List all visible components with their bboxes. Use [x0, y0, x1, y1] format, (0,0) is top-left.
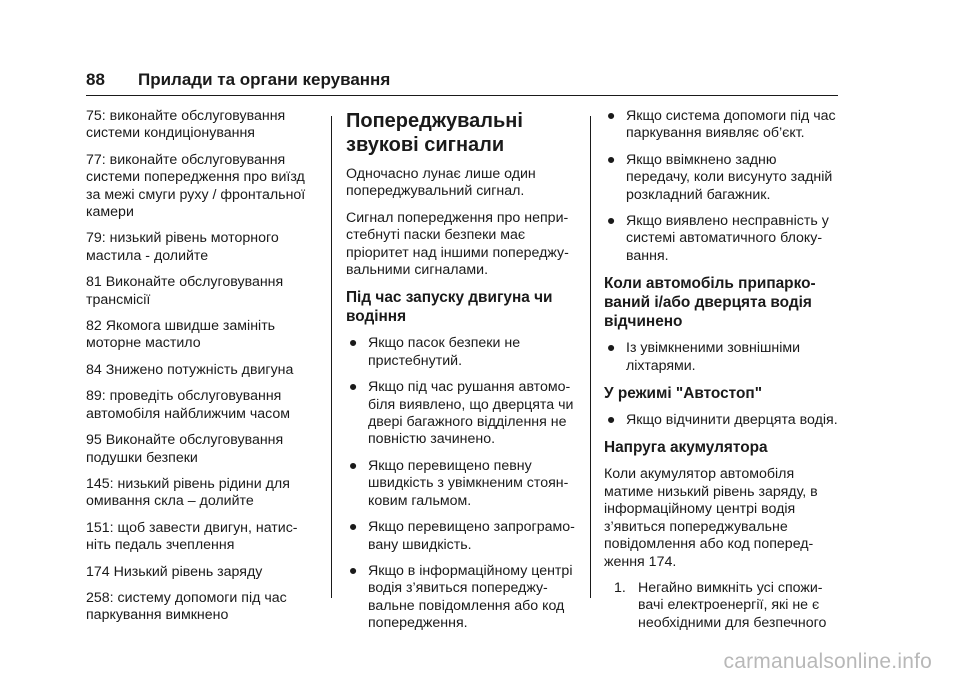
intro-paragraph: Сигнал попередження про непри- стебнуті паски безпеки має пріоритет над іншими попереджу- вальними сигналами. — [346, 209, 569, 279]
page-number: 88 — [86, 70, 105, 89]
column-divider — [331, 116, 332, 598]
subsection-heading: У режимі "Автостоп" — [604, 385, 763, 403]
column-middle — [346, 108, 586, 642]
step-text: Негайно вимкніть усі спожи- вачі електроенергії, які не є необхідними для безпечного — [638, 579, 827, 631]
message-entry: 95 Виконайте обслуговування подушки безпеки — [86, 432, 284, 466]
subsection-heading: Коли автомобіль припарко- ваний і/або дверцята водія відчинено — [604, 275, 816, 331]
page-header — [86, 66, 838, 94]
message-entry: 89: проведіть обслуговування автомобіля найближчим часом — [86, 388, 291, 422]
list-item — [346, 563, 586, 633]
bullet-icon: ● — [606, 108, 616, 124]
list-item-text: Якщо ввімкнено задню передачу, коли висунуто задній розкладний багажник. — [626, 151, 833, 203]
section-heading: Попереджувальні звукові сигнали — [346, 110, 523, 156]
message-entry: 258: систему допомоги під час паркування вимкнено — [86, 589, 287, 624]
watermark: carmanualsonline.info — [723, 650, 932, 673]
list-item — [604, 213, 840, 265]
bullet-icon: ● — [348, 379, 358, 396]
list-item — [604, 340, 840, 375]
list-item — [604, 152, 840, 204]
list-item-text: Якщо перевищено запрограмо- вану швидкість. — [368, 519, 575, 553]
message-entry: 84 Знижено потужність двигуна — [86, 361, 294, 378]
bullet-list — [604, 108, 840, 265]
bullet-icon: ● — [606, 213, 616, 230]
message-entry: 145: низький рівень рідини для омивання скла – долийте — [86, 475, 290, 510]
subsection-heading: Напруга акумулятора — [604, 439, 768, 457]
battery-paragraph: Коли акумулятор автомобіля матиме низький рівень заряду, в інформаційному центрі водія з’явиться попереджувальне повідомлення або код поперед- ження 174. — [604, 466, 818, 570]
list-item — [346, 519, 586, 554]
numbered-item — [604, 580, 840, 632]
header-rule — [86, 95, 838, 96]
bullet-icon: ● — [606, 412, 616, 429]
message-entry: 82 Якомога швидше замініть моторне мастило — [86, 318, 276, 352]
list-item — [346, 458, 586, 510]
list-item-text: Якщо виявлено несправність у системі автоматичного блоку- вання. — [626, 213, 829, 264]
bullet-icon: ● — [606, 340, 616, 357]
list-item — [604, 108, 840, 143]
list-item — [604, 412, 840, 429]
bullet-icon: ● — [348, 519, 358, 536]
bullet-list — [604, 412, 840, 429]
message-entry: 151: щоб завести двигун, натис- ніть педаль зчеплення — [86, 519, 298, 554]
message-entry: 81 Виконайте обслуговування трансмісії — [86, 274, 284, 308]
bullet-icon: ● — [606, 151, 616, 168]
message-entry: 75: виконайте обслуговування системи кондиціонування — [86, 108, 286, 142]
list-item-text: Якщо під час рушання автомо- біля виявлено, що дверцята чи двері багажного відділення не повністю зачинено. — [368, 379, 574, 448]
list-item-text: Із увімкненими зовнішніми ліхтарями. — [626, 340, 801, 374]
list-item-text: Якщо в інформаційному центрі водія з’явиться попереджу- вальне повідомлення або код попередження. — [368, 562, 573, 632]
list-item-text: Якщо перевищено певну швидкість з увімкненим стоян- ковим гальмом. — [368, 457, 569, 509]
column-divider — [590, 116, 591, 598]
bullet-icon: ● — [348, 335, 358, 352]
list-item-text: Якщо відчинити дверцята водія. — [626, 412, 838, 429]
column-right — [604, 108, 840, 641]
message-entry: 79: низький рівень моторного мастила - долийте — [86, 230, 279, 264]
list-item — [346, 335, 586, 370]
list-item-text: Якщо система допомоги під час паркування виявляє об’єкт. — [626, 108, 836, 142]
intro-paragraph: Одночасно лунає лише один попереджувальний сигнал. — [346, 166, 536, 200]
message-entry: 77: виконайте обслуговування системи попередження про виїзд за межі смуги руху / фронтальної камери — [86, 151, 306, 221]
list-item-text: Якщо пасок безпеки не пристебнутий. — [368, 335, 521, 369]
message-entry: 174 Низький рівень заряду — [86, 563, 263, 580]
numbered-list — [604, 580, 840, 632]
step-number: 1. — [614, 579, 626, 596]
bullet-icon: ● — [348, 457, 358, 474]
list-item — [346, 379, 586, 449]
bullet-list — [346, 335, 586, 632]
column-left — [86, 108, 318, 634]
running-title: Прилади та органи керування — [138, 70, 391, 89]
subsection-heading: Під час запуску двигуна чи водіння — [346, 289, 553, 326]
bullet-icon: ● — [348, 562, 358, 579]
bullet-list — [604, 340, 840, 375]
